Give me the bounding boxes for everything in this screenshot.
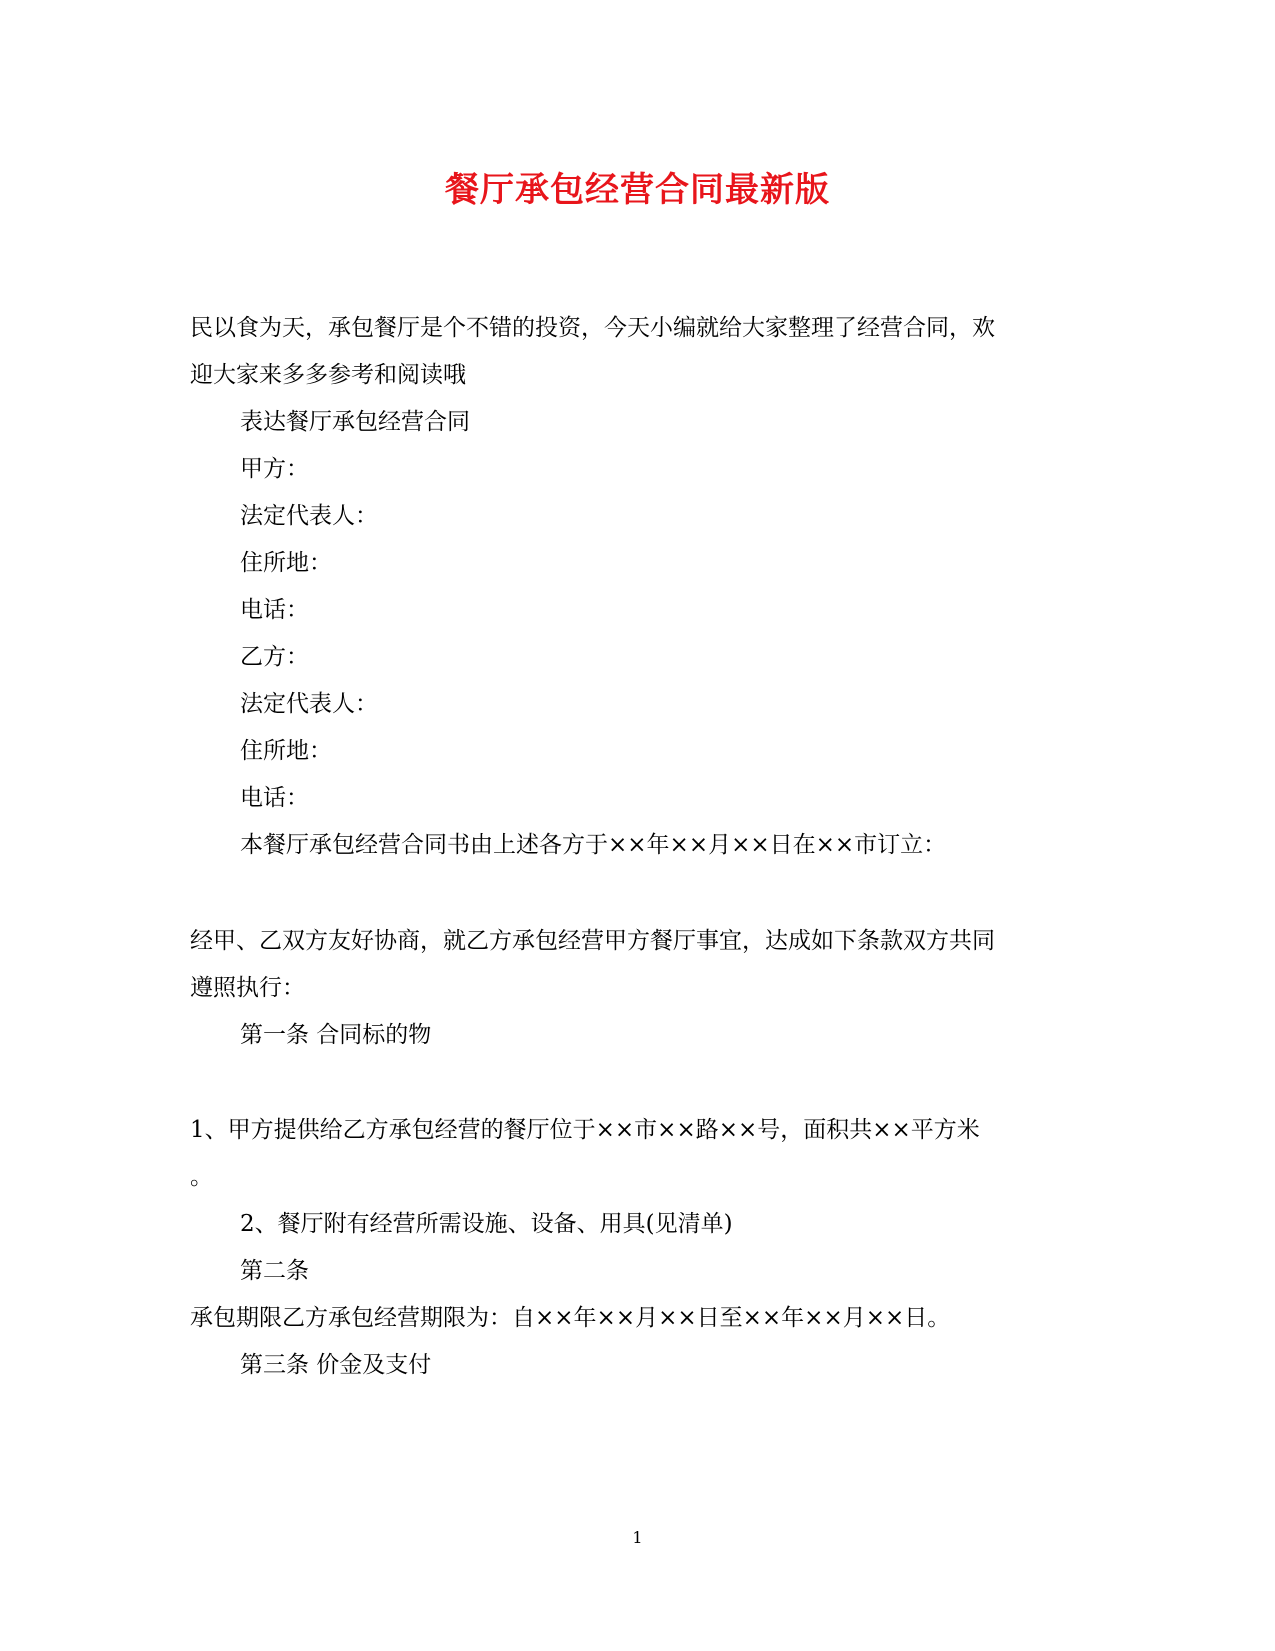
contract-heading: 表达餐厅承包经营合同	[240, 409, 470, 435]
party-a-phone: 电话：	[240, 597, 309, 623]
intro-paragraph-line-1: 民以食为天，承包餐厅是个不错的投资，今天小编就给大家整理了经营合同，欢	[190, 315, 995, 341]
party-b-phone: 电话：	[240, 785, 309, 811]
article-1-title: 第一条 合同标的物	[240, 1022, 432, 1048]
page-number: 1	[632, 1528, 643, 1547]
article-2-title: 第二条	[240, 1258, 309, 1284]
article-3-title: 第三条 价金及支付	[240, 1352, 432, 1378]
document-title: 餐厅承包经营合同最新版	[445, 170, 830, 210]
party-b-label: 乙方：	[240, 644, 309, 670]
party-a-address: 住所地：	[240, 550, 332, 576]
signing-statement: 本餐厅承包经营合同书由上述各方于××年××月××日在××市订立：	[240, 832, 947, 858]
party-b-legal-rep: 法定代表人：	[240, 691, 378, 717]
party-b-address: 住所地：	[240, 738, 332, 764]
article-2-text: 承包期限乙方承包经营期限为：自××年××月××日至××年××月××日。	[190, 1305, 951, 1331]
article-1-item-2: 2、餐厅附有经营所需设施、设备、用具(见清单)	[240, 1211, 733, 1237]
preamble-line-2: 遵照执行：	[190, 975, 305, 1001]
preamble-line-1: 经甲、乙双方友好协商，就乙方承包经营甲方餐厅事宜，达成如下条款双方共同	[190, 928, 995, 954]
article-1-item-1-line-2: 。	[190, 1164, 213, 1190]
intro-paragraph-line-2: 迎大家来多多参考和阅读哦	[190, 362, 466, 388]
party-a-legal-rep: 法定代表人：	[240, 503, 378, 529]
party-a-label: 甲方：	[240, 456, 309, 482]
article-1-item-1-line-1: 1、甲方提供给乙方承包经营的餐厅位于××市××路××号，面积共××平方米	[190, 1117, 980, 1143]
